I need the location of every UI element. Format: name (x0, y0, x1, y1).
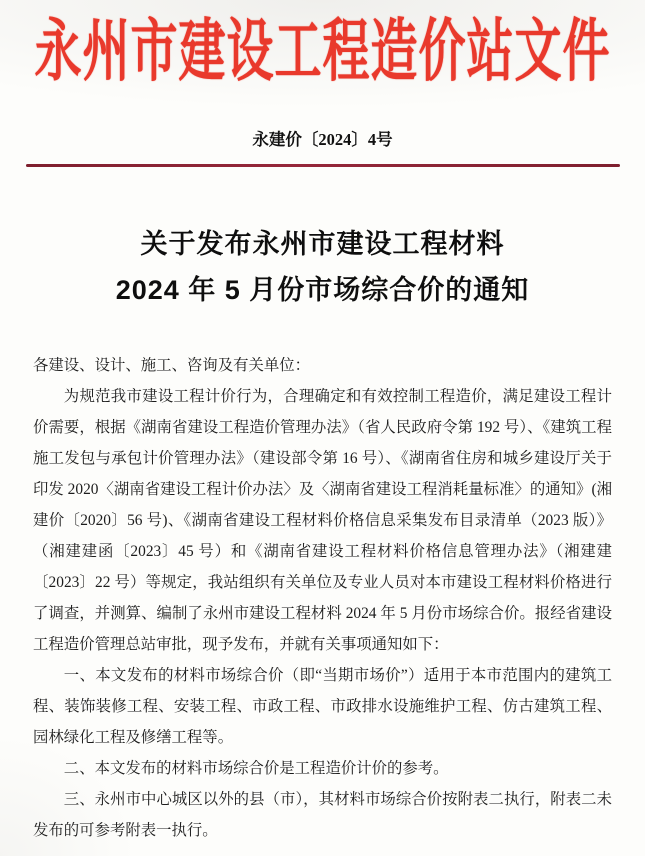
salutation-line: 各建设、设计、施工、咨询及有关单位： (33, 357, 311, 374)
notice-title-line1: 关于发布永州市建设工程材料 (140, 229, 505, 259)
notice-body (33, 350, 612, 846)
letterhead-title: 永州市建设工程造价站文件 (34, 15, 611, 91)
document-number: 永建价〔2024〕4号 (252, 130, 393, 149)
notice-title (0, 221, 645, 313)
red-separator-rule (26, 164, 620, 167)
paragraph-item-3: 三、永州市中心城区以外的县（市），其材料市场综合价按附表二执行，附表二未发布的可参考附表一执行。 (33, 791, 612, 839)
paragraph-item-2: 二、本文发布的材料市场综合价是工程造价计价的参考。 (63, 760, 449, 777)
paragraph-item-1: 一、本文发布的材料市场综合价（即“当期市场价”）适用于本市范围内的建筑工程、装饰装修工程、安装工程、市政工程、市政排水设施维护工程、仿古建筑工程、园林绿化工程及修缮工程等。 (33, 667, 612, 746)
paragraph-preamble: 为规范我市建设工程计价行为，合理确定和有效控制工程造价，满足建设工程计价需要，根据《湖南省建设工程造价管理办法》（省人民政府令第 192 号）、《建筑工程施工发包与承包计价管理办法》（建设部令第 16 号）、《湖南省住房和城乡建设厅关于印发 2020〈湖南省建设工程计价办法〉及〈湖南省建设工程消耗量标准〉的通知》(湘建价〔2020〕56 号)、《湖南省建设工程材料价格信息采集发布目录清单（2023 版）》（湘建建函〔2023〕45 号）和《湖南省建设工程材料价格信息管理办法》（湘建建〔2023〕22 号）等规定，我站组织有关单位及专业人员对本市建设工程材料价格进行了调查，并测算、编制了永州市建设工程材料 2024 年 5 月份市场综合价。报经省建设工程造价管理总站审批，现予发布，并就有关事项通知如下： (33, 388, 612, 653)
notice-title-line2: 2024 年 5 月份市场综合价的通知 (115, 275, 530, 305)
